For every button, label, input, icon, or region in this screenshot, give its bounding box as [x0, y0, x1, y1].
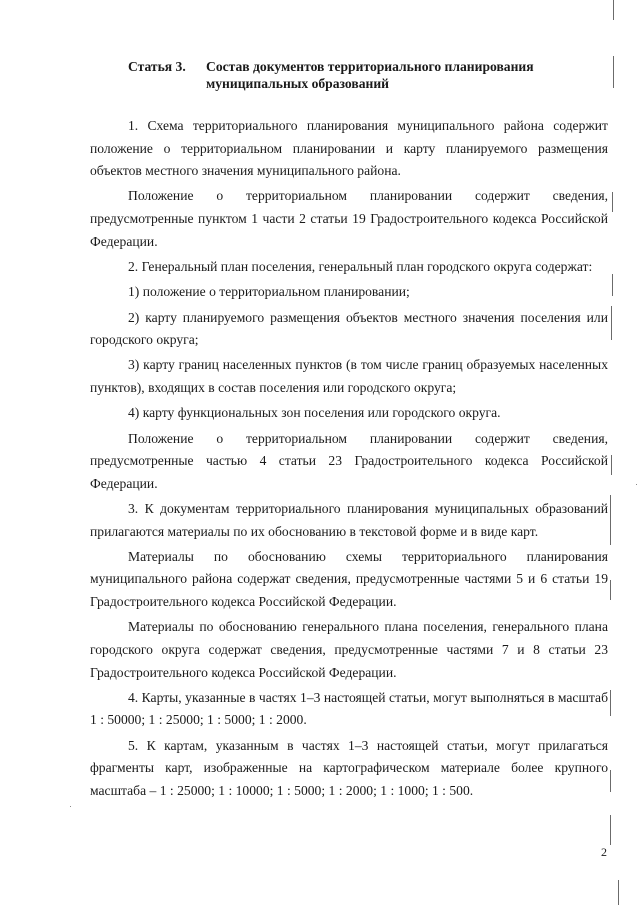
paragraph: 4) карту функциональных зон поселения или городского округа. [128, 405, 501, 421]
page-number: 2 [601, 845, 607, 859]
document-body [90, 115, 608, 805]
paragraph: 1. Схема территориального планирования муниципального района содержит положение о территориальном планировании и карту планируемого размещения объектов местного значения муниципального района. [90, 118, 608, 179]
scan-edge-mark [610, 770, 611, 792]
scan-edge-mark [612, 192, 613, 212]
paragraph: Материалы по обоснованию генерального плана поселения, генерального плана городского округа содержат сведения, предусмотренные частями 7 и 8 статьи 23 Градостроительного кодекса Российской Федерации. [90, 619, 608, 680]
scan-speck [636, 484, 637, 485]
article-number: Статья 3. [128, 59, 186, 74]
paragraph: 2) карту планируемого размещения объектов местного значения поселения или городского округа; [90, 309, 608, 348]
paragraph: Материалы по обоснованию схемы территориального планирования муниципального района содержат сведения, предусмотренные частями 5 и 6 статьи 19 Градостроительного кодекса Российской Федерации. [90, 548, 608, 610]
scan-edge-mark [610, 495, 611, 545]
scan-speck [70, 806, 71, 807]
scan-edge-mark [610, 580, 611, 600]
paragraph: 3) карту границ населенных пунктов (в том числе границ образуемых населенных пунктов), входящих в состав поселения или городского округа; [90, 357, 608, 395]
scan-edge-mark [610, 815, 611, 845]
scan-edge-mark [611, 455, 612, 475]
scan-edge-mark [613, 56, 614, 88]
paragraph: 5. К картам, указанным в частях 1–3 настоящей статьи, могут прилагаться фрагменты карт, изображенные на картографическом материале более крупного масштаба – 1 : 25000; 1 : 10000; 1 : 5000; 1 : 2000; 1 : 1000; 1 : 500. [90, 737, 608, 798]
scan-edge-mark [618, 880, 619, 905]
paragraph: 4. Карты, указанные в частях 1–3 настоящей статьи, могут выполняться в масштаб 1 : 50000; 1 : 25000; 1 : 5000; 1 : 2000. [90, 689, 608, 728]
paragraph: 3. К документам территориального планирования муниципальных образований прилагаются материалы по их обоснованию в текстовой форме и в виде карт. [90, 501, 608, 539]
paragraph: Положение о территориальном планировании содержит сведения, предусмотренные частью 4 статьи 23 Градостроительного кодекса Российской Федерации. [90, 430, 608, 491]
scan-edge-mark [610, 690, 611, 716]
scan-edge-mark [612, 274, 613, 296]
article-title: Состав документов территориального планирования муниципальных образований [206, 59, 534, 91]
paragraph: 2. Генеральный план поселения, генеральный план городского округа содержат: [128, 258, 593, 274]
paragraph: Положение о территориальном планировании содержит сведения, предусмотренные пунктом 1 части 2 статьи 19 Градостроительного кодекса Российской Федерации. [90, 188, 608, 249]
paragraph: 1) положение о территориальном планировании; [128, 284, 410, 300]
scan-edge-mark [611, 306, 612, 340]
scan-edge-mark [613, 0, 614, 20]
